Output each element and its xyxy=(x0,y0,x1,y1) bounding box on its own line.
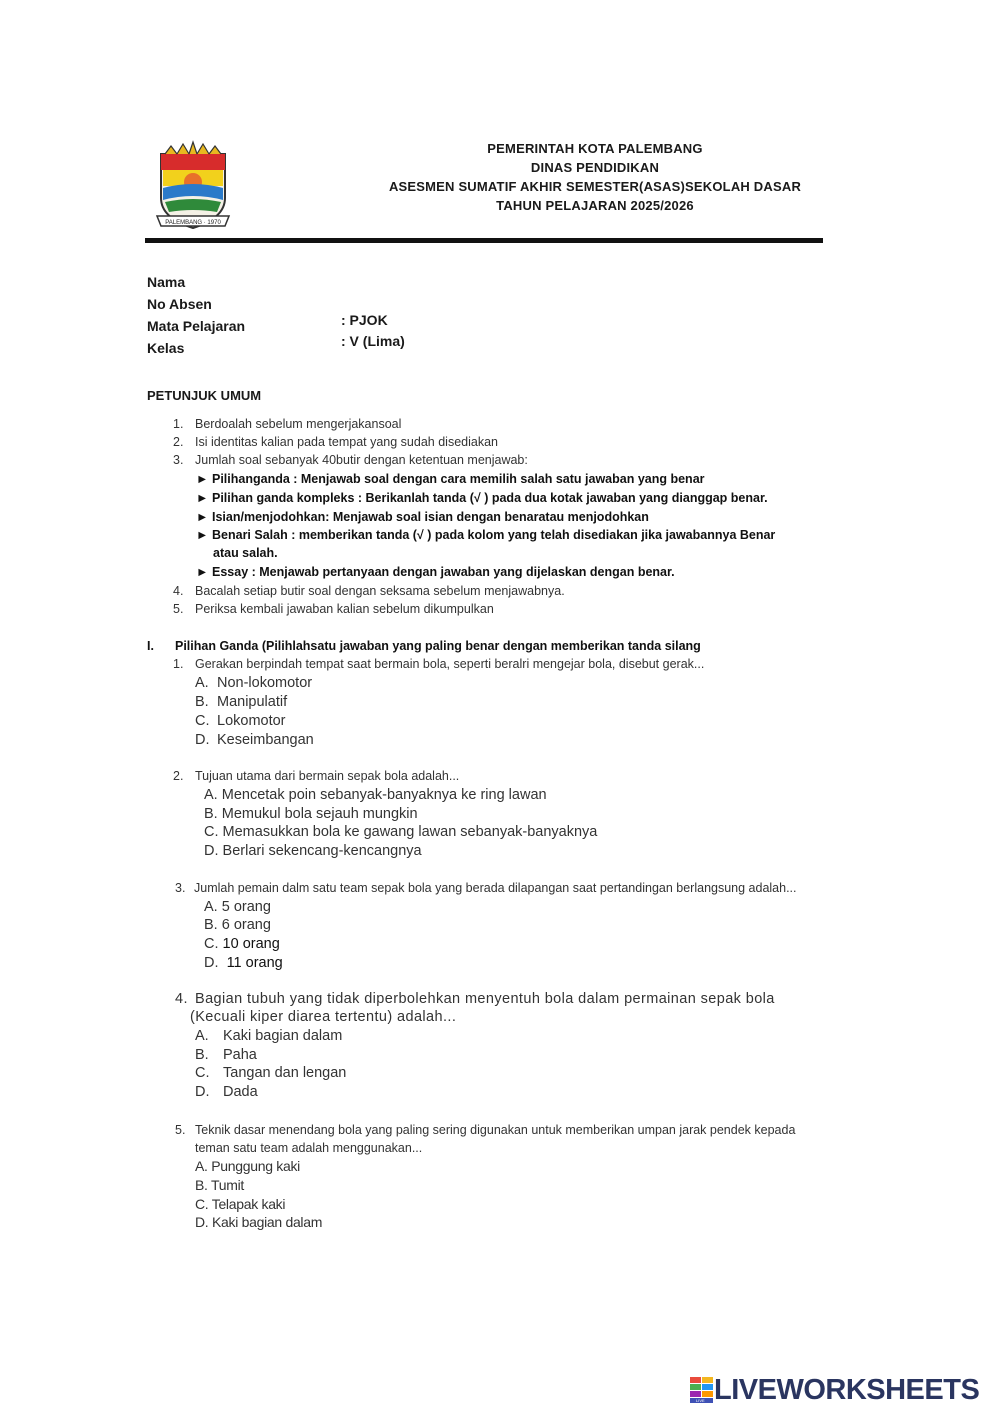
option-2d[interactable]: D. Berlari sekencang-kencangnya xyxy=(204,843,422,859)
option-1a[interactable]: A. Non-lokomotor xyxy=(195,675,313,691)
header-line-4: TAHUN PELAJARAN 2025/2026 xyxy=(496,198,694,213)
liveworksheets-logo-icon xyxy=(690,1377,714,1403)
option-3c[interactable]: C. 10 orang xyxy=(204,936,280,952)
option-1d[interactable]: D. Keseimbangan xyxy=(195,732,314,748)
question-5-cont: teman satu team adalah menggunakan... xyxy=(195,1141,423,1155)
option-1c[interactable]: C. Lokomotor xyxy=(195,713,286,729)
petunjuk-item: 5. Periksa kembali jawaban kalian sebelum dikumpulkan xyxy=(173,602,494,616)
instruction-benar-salah-cont: atau salah. xyxy=(213,546,278,560)
header-line-2: DINAS PENDIDIKAN xyxy=(530,160,660,175)
kelas-label: Kelas xyxy=(147,340,185,356)
header-divider xyxy=(145,238,823,243)
petunjuk-item: 1. Berdoalah sebelum mengerjakansoal xyxy=(173,417,402,431)
question-3: 3. Jumlah pemain dalm satu team sepak bola yang berada dilapangan saat pertandingan berlangsung adalah... xyxy=(175,881,797,895)
option-3d[interactable]: D. 11 orang xyxy=(204,955,283,971)
liveworksheets-watermark xyxy=(690,1373,980,1406)
logo-ribbon-text: PALEMBANG · 1970 xyxy=(165,220,221,226)
question-2: 2. Tujuan utama dari bermain sepak bola adalah... xyxy=(173,769,460,783)
option-4b[interactable]: B. Paha xyxy=(195,1047,257,1063)
city-emblem-logo xyxy=(155,140,231,232)
question-1: 1. Gerakan berpindah tempat saat bermain bola, seperti beralri mengejar bola, disebut gerak... xyxy=(173,657,705,671)
option-4d[interactable]: D. Dada xyxy=(195,1084,258,1100)
option-5a[interactable]: A. Punggung kaki xyxy=(195,1158,300,1174)
option-4c[interactable]: C. Tangan dan lengan xyxy=(195,1065,347,1081)
nama-label: Nama xyxy=(147,274,186,290)
option-3a[interactable]: A. 5 orang xyxy=(204,899,271,915)
instruction-pilihan-ganda: ► Pilihanganda : Menjawab soal dengan cara memilih salah satu jawaban yang benar xyxy=(196,472,705,486)
petunjuk-item: 4. Bacalah setiap butir soal dengan seksama sebelum menjawabnya. xyxy=(173,584,565,598)
question-4-cont: (Kecuali kiper diarea tertentu) adalah... xyxy=(190,1009,457,1025)
option-5b[interactable]: B. Tumit xyxy=(195,1177,244,1193)
option-3b[interactable]: B. 6 orang xyxy=(204,917,271,933)
instruction-isian: ► Isian/menjodohkan: Menjawab soal isian dengan benaratau menjodohkan xyxy=(196,510,649,524)
option-5d[interactable]: D. Kaki bagian dalam xyxy=(195,1214,323,1230)
question-5: 5. Teknik dasar menendang bola yang paling sering digunakan untuk memberikan umpan jarak pendek kepada xyxy=(175,1123,796,1137)
instruction-pg-kompleks: ► Pilihan ganda kompleks : Berikanlah tanda (√ ) pada dua kotak jawaban yang dianggap benar. xyxy=(196,491,768,505)
petunjuk-title: PETUNJUK UMUM xyxy=(147,388,262,403)
option-2c[interactable]: C. Memasukkan bola ke gawang lawan sebanyak-banyaknya xyxy=(204,824,598,840)
option-4a[interactable]: A. Kaki bagian dalam xyxy=(195,1028,343,1044)
option-5c[interactable]: C. Telapak kaki xyxy=(195,1196,286,1212)
liveworksheets-text: LIVEWORKSHEETS xyxy=(714,1373,980,1406)
section-title: I. Pilihan Ganda (Pilihlahsatu jawaban yang paling benar dengan memberikan tanda silang xyxy=(147,639,701,653)
header-line-1: PEMERINTAH KOTA PALEMBANG xyxy=(487,141,703,156)
option-2a[interactable]: A. Mencetak poin sebanyak-banyaknya ke ring lawan xyxy=(204,787,547,803)
no-absen-label: No Absen xyxy=(147,296,212,312)
question-4: 4. Bagian tubuh yang tidak diperbolehkan menyentuh bola dalam permainan sepak bola xyxy=(175,991,775,1007)
petunjuk-item: 3. Jumlah soal sebanyak 40butir dengan ketentuan menjawab: xyxy=(173,453,528,467)
option-2b[interactable]: B. Memukul bola sejauh mungkin xyxy=(204,806,418,822)
kelas-value: : V (Lima) xyxy=(341,333,405,349)
petunjuk-item: 2. Isi identitas kalian pada tempat yang sudah disediakan xyxy=(173,435,498,449)
instruction-benar-salah: ► Benari Salah : memberikan tanda (√ ) pada kolom yang telah disediakan jika jawabannya Benar xyxy=(196,528,776,542)
option-1b[interactable]: B. Manipulatif xyxy=(195,694,288,710)
header-line-3: ASESMEN SUMATIF AKHIR SEMESTER(ASAS)SEKOLAH DASAR xyxy=(388,179,802,194)
svg-text:LIVE: LIVE xyxy=(696,1398,705,1403)
mapel-value: : PJOK xyxy=(341,312,388,328)
mapel-label: Mata Pelajaran xyxy=(147,318,246,334)
instruction-essay: ► Essay : Menjawab pertanyaan dengan jawaban yang dijelaskan dengan benar. xyxy=(196,565,675,579)
